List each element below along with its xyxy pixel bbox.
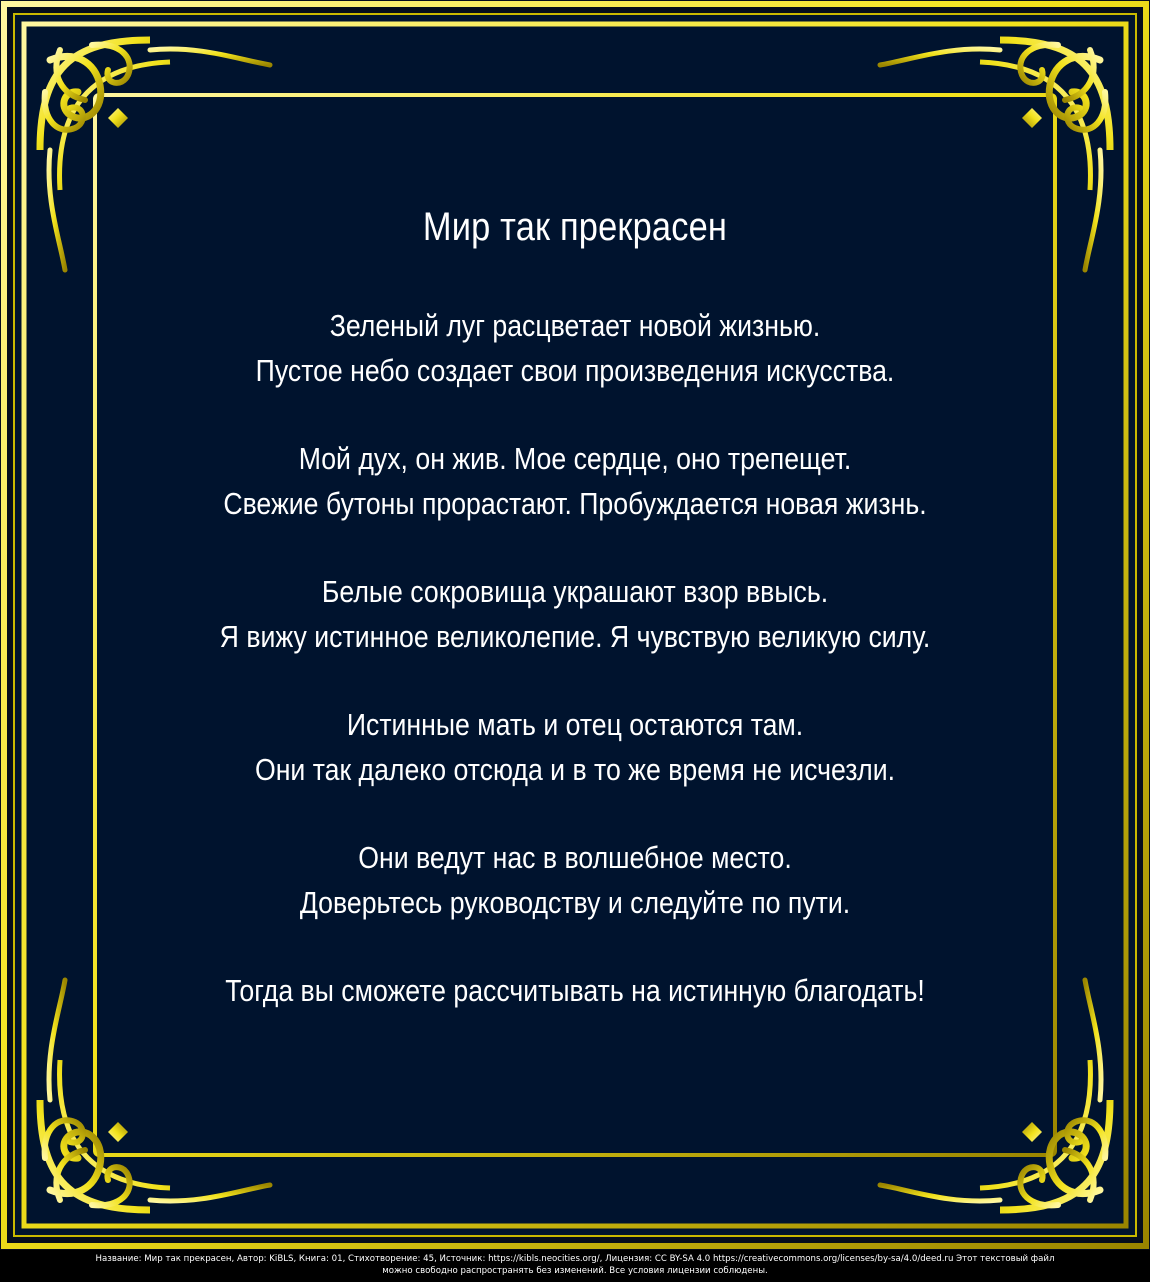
- stanza: [100, 968, 1050, 1013]
- license-footer: [0, 1250, 1150, 1282]
- poem: [100, 195, 1050, 1056]
- poem-line: Зеленый луг расцветает новой жизнью.: [329, 308, 821, 343]
- stanza: [100, 702, 1050, 792]
- poem-line: Они ведут нас в волшебное место.: [358, 840, 792, 875]
- stanza: [100, 303, 1050, 393]
- poem-line: Они так далеко отсюда и в то же время не исчезли.: [254, 752, 896, 787]
- stanza: [100, 835, 1050, 925]
- poem-line: Истинные мать и отец остаются там.: [346, 707, 804, 742]
- stanza: [100, 569, 1050, 659]
- poem-line: Тогда вы сможете рассчитывать на истинную благодать!: [225, 973, 925, 1008]
- poem-line: Пустое небо создает свои произведения искусства.: [255, 353, 895, 388]
- stanza: [100, 436, 1050, 526]
- poem-line: Свежие бутоны прорастают. Пробуждается новая жизнь.: [223, 486, 927, 521]
- poem-line: Белые сокровища украшают взор ввысь.: [321, 574, 829, 609]
- poem-title: Мир так прекрасен: [422, 205, 728, 249]
- poem-line: Я вижу истинное великолепие. Я чувствую великую силу.: [219, 619, 931, 654]
- poem-line: Доверьтесь руководству и следуйте по пути.: [299, 885, 851, 920]
- footer-line-2: можно свободно распространять без изменений. Все условия лицензии соблюдены.: [382, 1266, 768, 1276]
- poem-line: Мой дух, он жив. Мое сердце, оно трепещет.: [298, 441, 852, 476]
- footer-line-1: Название: Мир так прекрасен, Автор: KiBLS, Книга: 01, Стихотворение: 45, Источник: https://kibls.neocities.org/, Лицензия: CC BY-SA 4.0 https://creativecommons.org/licenses/by-sa/4.0/deed.ru Этот текстовый файл: [95, 1254, 1055, 1264]
